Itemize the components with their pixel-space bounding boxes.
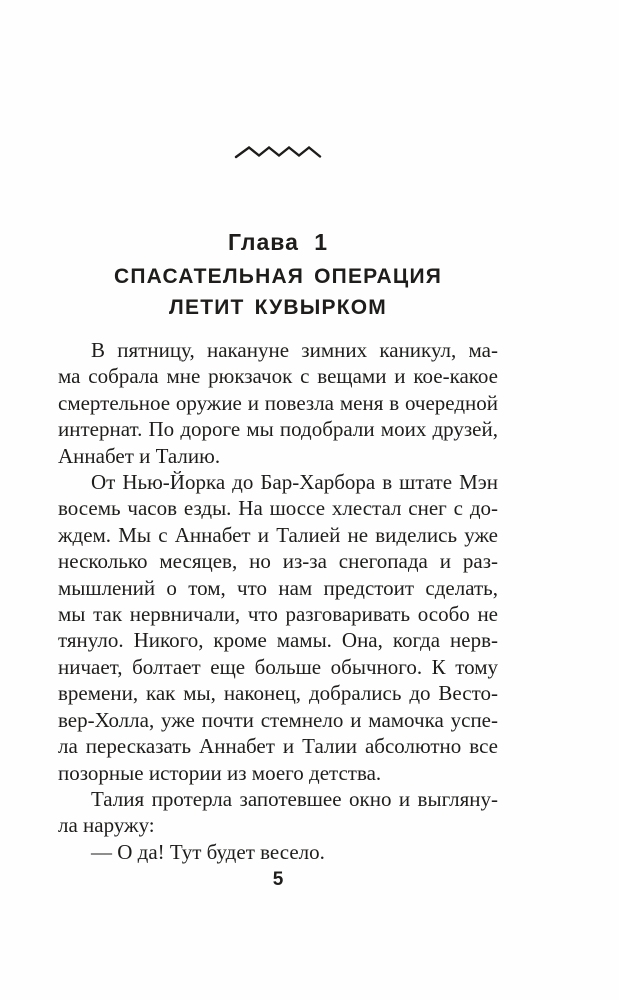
text-line: В пятницу, накануне зимних каникул, ма- (91, 338, 498, 362)
zigzag-icon (234, 144, 322, 162)
text-line: ничает, болтает еще больше обычного. К тому (58, 654, 498, 679)
chapter-title (58, 261, 498, 323)
text-line: Аннабет и Талию. (58, 443, 221, 468)
chapter-title-line: СПАСАТЕЛЬНАЯ ОПЕРАЦИЯ (113, 265, 443, 288)
text-line: времени, как мы, наконец, добрались до Весто- (58, 681, 498, 706)
text-line: восемь часов езды. На шоссе хлестал снег с до- (58, 496, 498, 521)
text-line: тянуло. Никого, кроме мамы. Она, когда нерв- (58, 628, 498, 653)
text-line: мышлений о том, что нам предстоит сделать, (58, 575, 498, 600)
body-text (58, 337, 498, 865)
text-line: несколько месяцев, но из-за снегопада и раз- (58, 549, 498, 574)
text-line: интернат. По дороге мы подобрали моих друзей, (58, 417, 498, 442)
text-line: мы так нервничали, что разговаривать особо не (58, 602, 498, 627)
paragraph (58, 337, 498, 469)
text-line: ждем. Мы с Аннабет и Талией не виделись уже (58, 522, 498, 547)
text-line: смертельное оружие и повезла меня в очередной (58, 390, 498, 415)
text-line: Талия протерла запотевшее окно и выгляну- (91, 786, 498, 811)
paragraph (58, 839, 498, 865)
zigzag-ornament (58, 144, 498, 164)
text-line: ла наружу: (58, 813, 155, 838)
paragraph (58, 786, 498, 839)
text-line: ма собрала мне рюкзачок с вещами и кое-какое (58, 364, 498, 389)
text-line: позорные истории из моего детства. (58, 760, 382, 785)
chapter-label: Глава 1 (227, 229, 329, 255)
page-number: 5 (272, 869, 284, 890)
paragraph (58, 469, 498, 786)
text-line: вер-Холла, уже почти стемнело и мамочка успе- (58, 707, 498, 732)
text-line: — О да! Тут будет весело. (91, 839, 325, 864)
text-line: ла пересказать Аннабет и Талии абсолютно все (58, 734, 498, 759)
chapter-title-line: ЛЕТИТ КУВЫРКОМ (169, 296, 387, 319)
text-line: От Нью-Йорка до Бар-Харбора в штате Мэн (91, 470, 498, 495)
